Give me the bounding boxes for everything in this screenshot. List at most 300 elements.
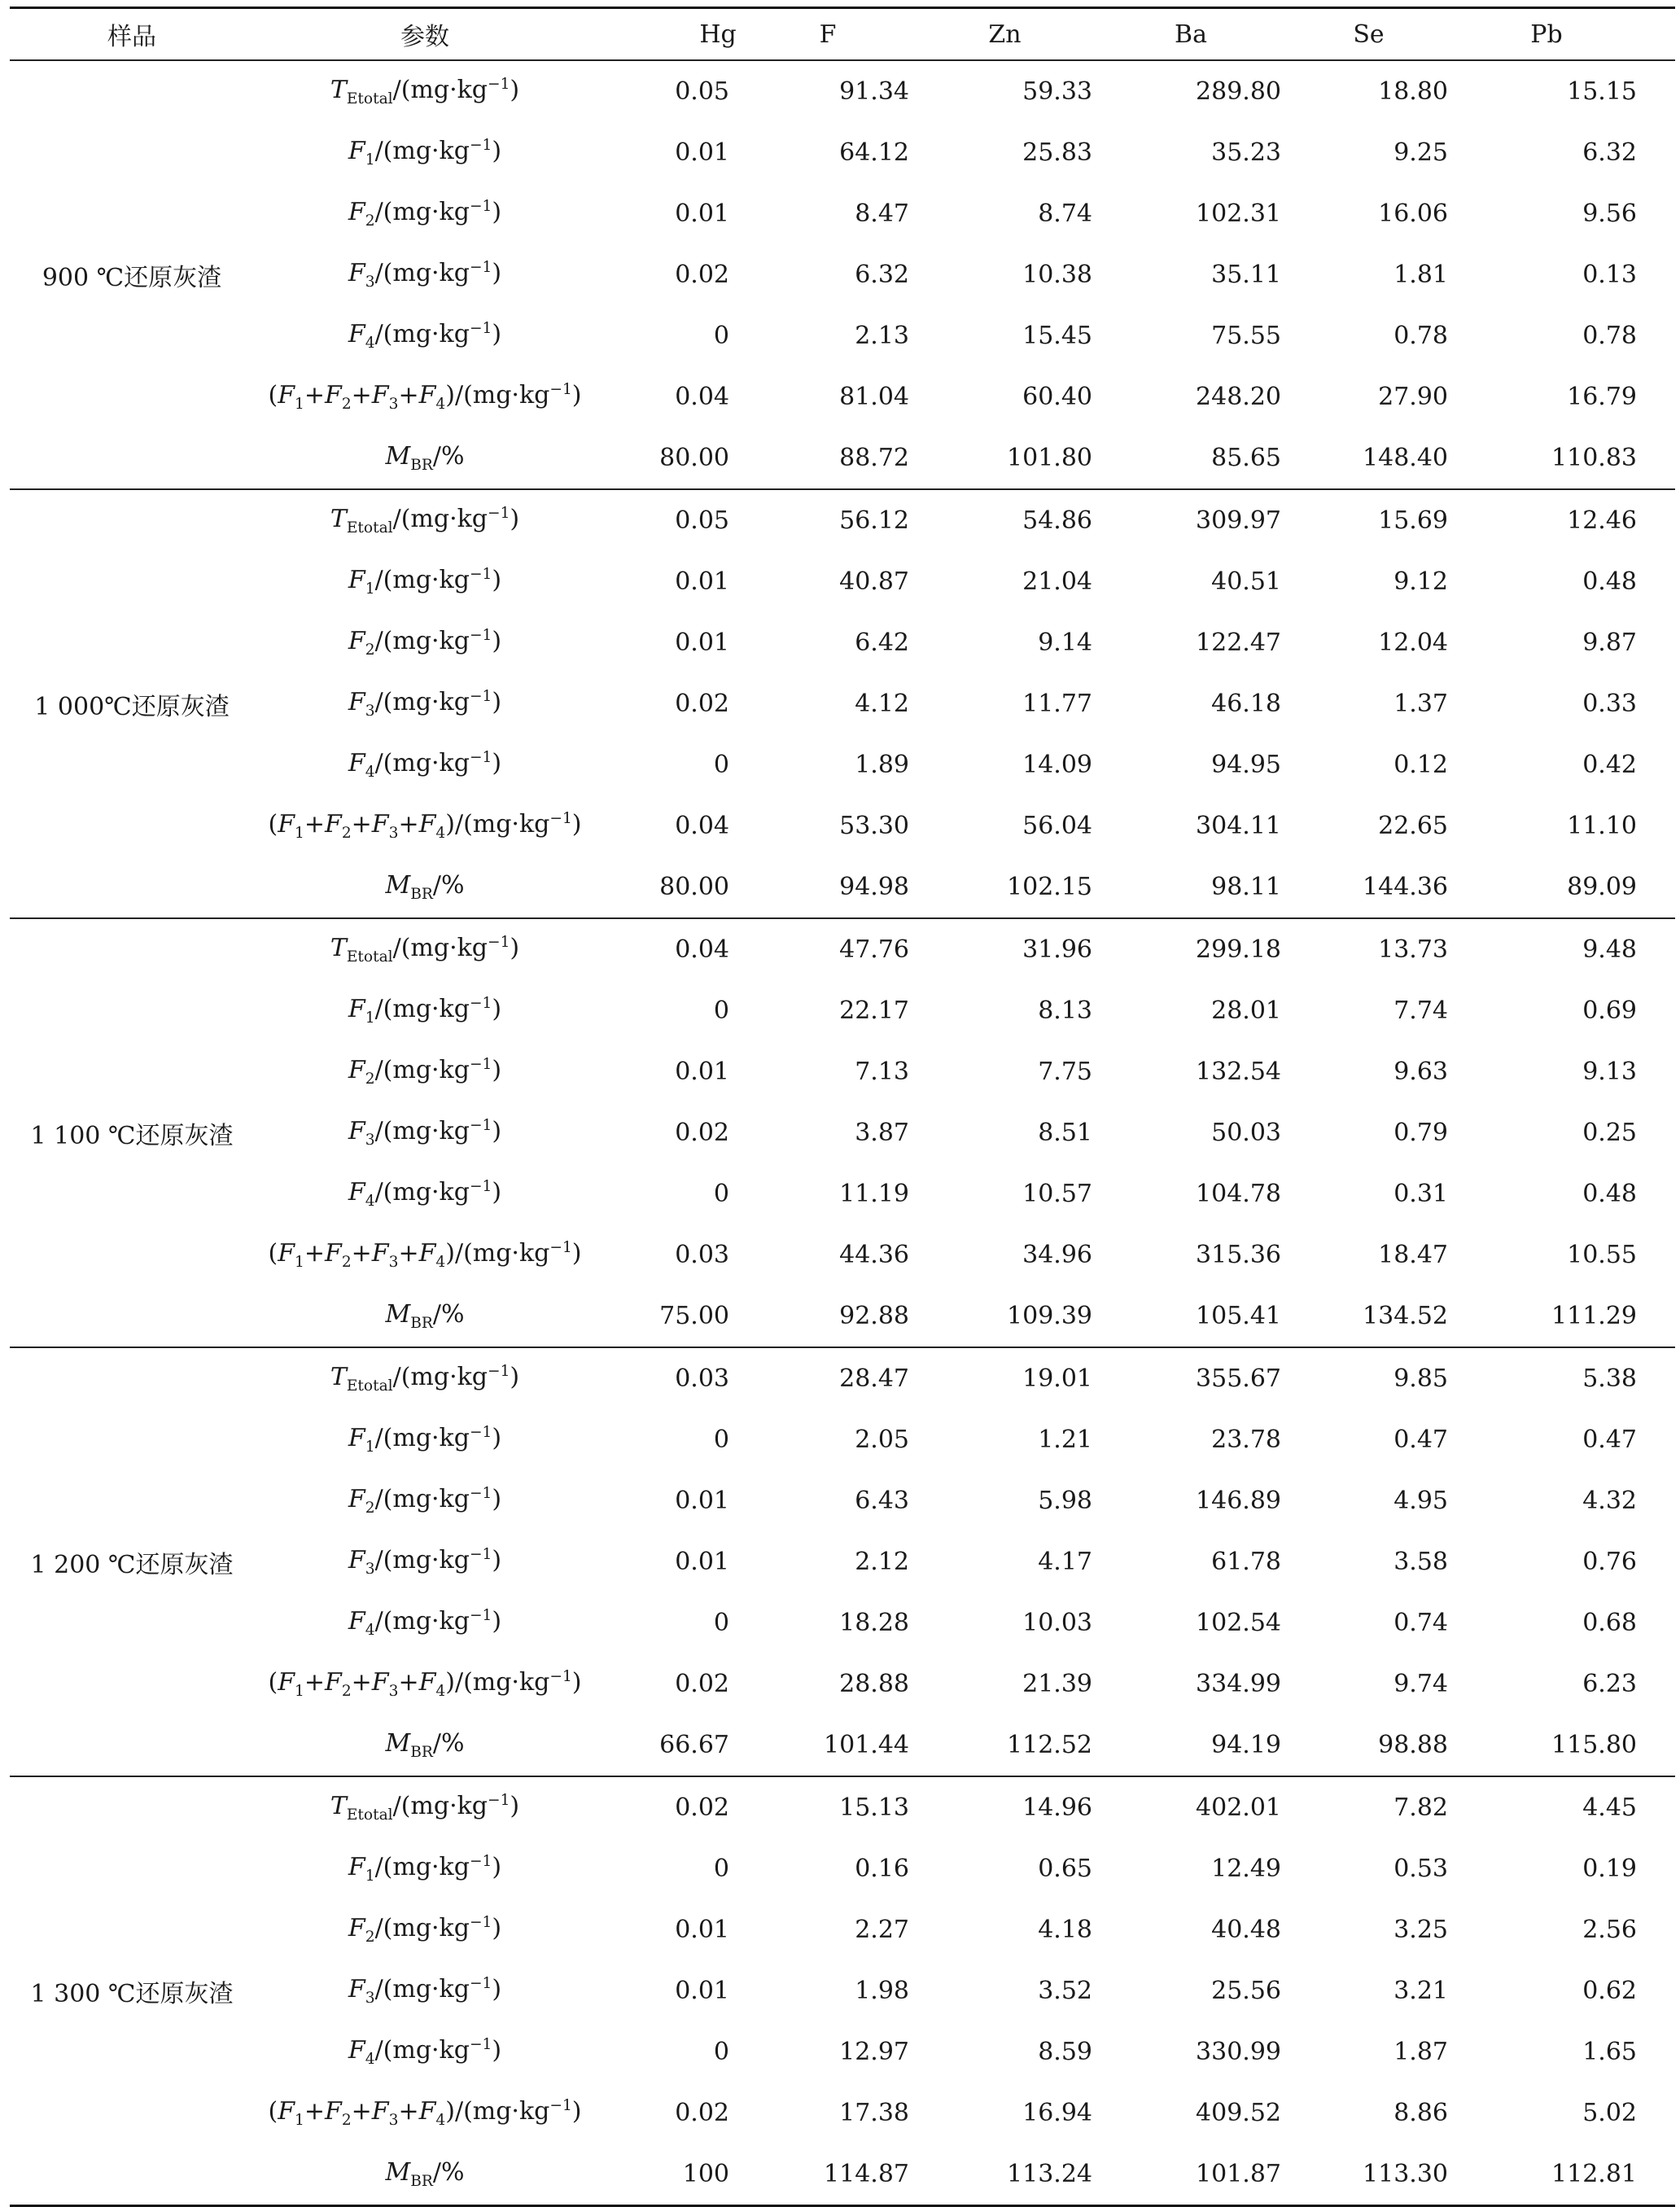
value-pb: 4.32 <box>1582 1487 1637 1515</box>
group-rows <box>254 1348 1675 1776</box>
param-symbol: F <box>348 2036 365 2065</box>
param-exponent: −1 <box>469 1056 492 1073</box>
param-subscript: 1 <box>295 1254 304 1271</box>
param-close: ) <box>492 1485 502 1513</box>
value-f: 64.12 <box>839 138 909 167</box>
param-subscript: 1 <box>295 2112 304 2129</box>
param-mbr <box>254 1300 596 1332</box>
value-pb: 0.76 <box>1582 1548 1637 1576</box>
param-exponent: −1 <box>469 2036 492 2053</box>
table-row <box>254 122 1675 183</box>
param-symbol: T <box>330 934 347 962</box>
param-close: ) <box>492 1914 502 1942</box>
table-body <box>10 61 1675 2207</box>
param-subscript: 3 <box>365 703 375 720</box>
param-unit: /(mg·kg <box>392 1363 488 1391</box>
value-f: 44.36 <box>839 1241 909 1269</box>
param-f3 <box>254 1546 596 1578</box>
sample-group <box>10 1348 1675 1776</box>
param-subscript: 3 <box>365 1990 375 2007</box>
table-row <box>254 1041 1675 1102</box>
value-zn: 113.24 <box>1007 2160 1092 2188</box>
value-se: 9.63 <box>1393 1058 1448 1086</box>
param-exponent: −1 <box>469 688 492 705</box>
value-ba: 40.48 <box>1211 1916 1281 1944</box>
param-symbol: F <box>348 1607 365 1636</box>
table-row <box>254 366 1675 427</box>
table-row <box>254 1102 1675 1163</box>
param-exponent: −1 <box>469 198 492 215</box>
value-zn: 8.51 <box>1038 1119 1092 1147</box>
value-se: 0.31 <box>1393 1180 1448 1208</box>
value-f: 12.97 <box>839 2038 909 2066</box>
table-row <box>254 1285 1675 1347</box>
value-f: 6.42 <box>855 628 909 657</box>
param-symbol: F <box>348 1178 365 1206</box>
param-subscript: 4 <box>365 1622 375 1639</box>
value-hg: 0.01 <box>675 1977 729 2005</box>
value-pb: 9.13 <box>1582 1058 1637 1086</box>
value-f: 2.13 <box>855 322 909 350</box>
value-pb: 0.13 <box>1582 261 1637 289</box>
param-exponent: −1 <box>469 1424 492 1441</box>
param-unit: /(mg·kg <box>374 995 470 1023</box>
value-zn: 10.38 <box>1022 261 1092 289</box>
table-row <box>254 2144 1675 2205</box>
value-f: 18.28 <box>839 1609 909 1637</box>
param-f3 <box>254 688 596 720</box>
value-zn: 9.14 <box>1038 628 1092 657</box>
param-subscript: 1 <box>365 580 375 598</box>
param-f4 <box>254 749 596 781</box>
param-symbol: F <box>348 1853 365 1881</box>
value-se: 13.73 <box>1378 935 1448 964</box>
param-close: ) <box>492 1056 502 1084</box>
value-pb: 115.80 <box>1551 1731 1637 1759</box>
param-subscript: 3 <box>365 1132 375 1149</box>
table-row <box>254 1899 1675 1960</box>
value-f: 4.12 <box>855 690 909 718</box>
value-hg: 0.02 <box>675 1670 729 1698</box>
value-f: 88.72 <box>839 444 909 472</box>
value-zn: 4.17 <box>1038 1548 1092 1576</box>
table-row <box>254 1838 1675 1899</box>
value-f: 47.76 <box>839 935 909 964</box>
param-t <box>254 1363 596 1395</box>
param-close: ) <box>492 1117 502 1145</box>
param-subscript: 2 <box>341 2112 352 2129</box>
value-zn: 10.57 <box>1022 1180 1092 1208</box>
table-row <box>254 856 1675 917</box>
header-sample: 样品 <box>107 23 156 51</box>
param-subscript: 4 <box>435 2112 446 2129</box>
value-f: 2.05 <box>855 1425 909 1454</box>
param-close: ) <box>510 934 520 962</box>
value-zn: 112.52 <box>1007 1731 1092 1759</box>
header-row <box>10 9 1675 59</box>
value-pb: 15.15 <box>1567 77 1637 106</box>
value-se: 9.25 <box>1393 138 1448 167</box>
param-symbol: +F <box>351 1668 389 1697</box>
param-subscript: 3 <box>365 274 375 291</box>
param-f4 <box>254 2036 596 2068</box>
value-hg: 0.04 <box>675 935 729 964</box>
param-symbol: T <box>330 1363 347 1391</box>
param-unit: /(mg·kg <box>374 137 470 165</box>
value-zn: 15.45 <box>1022 322 1092 350</box>
param-symbol: T <box>330 1792 347 1820</box>
value-pb: 0.48 <box>1582 1180 1637 1208</box>
value-hg: 0.01 <box>675 628 729 657</box>
value-se: 98.88 <box>1378 1731 1448 1759</box>
param-f3 <box>254 1117 596 1149</box>
value-se: 8.86 <box>1393 2099 1448 2127</box>
param-symbol: F <box>278 2097 295 2126</box>
param-exponent: −1 <box>488 76 510 93</box>
header-f: F <box>819 20 837 49</box>
table-row <box>254 1409 1675 1470</box>
value-zn: 60.40 <box>1022 383 1092 411</box>
param-f1 <box>254 995 596 1027</box>
param-sum <box>254 381 596 413</box>
value-ba: 355.67 <box>1196 1364 1281 1393</box>
param-f3 <box>254 259 596 291</box>
param-subscript: BR <box>410 1744 433 1761</box>
param-unit: /(mg·kg <box>392 505 488 533</box>
param-unit: /(mg·kg <box>374 1056 470 1084</box>
value-f: 1.89 <box>855 751 909 779</box>
value-hg: 0.02 <box>675 1119 729 1147</box>
value-se: 0.74 <box>1393 1609 1448 1637</box>
param-subscript: 1 <box>365 1438 375 1456</box>
value-hg: 0 <box>713 1854 729 1883</box>
param-unit: /(mg·kg <box>374 198 470 226</box>
param-subscript: 2 <box>341 396 352 413</box>
header-zn: Zn <box>988 20 1022 49</box>
value-zn: 56.04 <box>1022 812 1092 840</box>
param-exponent: −1 <box>469 1117 492 1134</box>
sample-label: 1 200 ℃还原灰渣 <box>30 1550 234 1579</box>
value-zn: 14.09 <box>1022 751 1092 779</box>
value-f: 81.04 <box>839 383 909 411</box>
value-f: 15.13 <box>839 1793 909 1822</box>
value-ba: 299.18 <box>1196 935 1281 964</box>
param-symbol: +F <box>351 1239 389 1268</box>
value-se: 9.74 <box>1393 1670 1448 1698</box>
value-zn: 21.04 <box>1022 567 1092 596</box>
value-zn: 19.01 <box>1022 1364 1092 1393</box>
value-ba: 75.55 <box>1211 322 1281 350</box>
table-row <box>254 183 1675 244</box>
param-subscript: Etotal <box>346 90 393 107</box>
param-subscript: 3 <box>388 825 399 842</box>
param-close: ) <box>510 505 520 533</box>
param-subscript: BR <box>410 457 433 474</box>
value-hg: 0 <box>713 996 729 1025</box>
value-f: 101.44 <box>824 1731 909 1759</box>
param-symbol: F <box>348 1424 365 1452</box>
param-exponent: −1 <box>549 1668 572 1685</box>
value-ba: 309.97 <box>1196 506 1281 535</box>
value-se: 134.52 <box>1363 1302 1448 1330</box>
param-exponent: −1 <box>549 810 572 827</box>
param-symbol: F <box>348 995 365 1023</box>
param-f4 <box>254 1178 596 1210</box>
param-close: ) <box>492 2036 502 2065</box>
value-hg: 0 <box>713 322 729 350</box>
value-f: 91.34 <box>839 77 909 106</box>
value-pb: 112.81 <box>1551 2160 1637 2188</box>
value-zn: 8.59 <box>1038 2038 1092 2066</box>
value-pb: 111.29 <box>1551 1302 1637 1330</box>
param-symbol: T <box>330 505 347 533</box>
value-se: 3.21 <box>1393 1977 1448 2005</box>
param-unit: /(mg·kg <box>374 566 470 594</box>
param-f2 <box>254 1485 596 1517</box>
value-zn: 7.75 <box>1038 1058 1092 1086</box>
param-sum <box>254 2097 596 2129</box>
value-ba: 146.89 <box>1196 1487 1281 1515</box>
param-f2 <box>254 198 596 230</box>
param-unit: /% <box>432 871 465 900</box>
param-mbr <box>254 1729 596 1761</box>
table-row <box>254 2082 1675 2144</box>
value-zn: 31.96 <box>1022 935 1092 964</box>
param-symbol: F <box>348 320 365 348</box>
value-pb: 0.47 <box>1582 1425 1637 1454</box>
param-close: ) <box>510 1792 520 1820</box>
value-pb: 89.09 <box>1567 873 1637 901</box>
value-ba: 35.11 <box>1211 261 1281 289</box>
value-zn: 5.98 <box>1038 1487 1092 1515</box>
param-unit: /(mg·kg <box>374 627 470 655</box>
value-zn: 14.96 <box>1022 1793 1092 1822</box>
value-hg: 100 <box>682 2160 729 2188</box>
param-symbol: F <box>278 810 295 839</box>
param-f1 <box>254 566 596 598</box>
param-symbol: F <box>348 1914 365 1942</box>
param-unit: /(mg·kg <box>392 1792 488 1820</box>
param-close: ) <box>492 566 502 594</box>
param-close: ) <box>510 1363 520 1391</box>
param-open: ( <box>268 1668 278 1697</box>
param-symbol: +F <box>398 810 436 839</box>
param-unit: /(mg·kg <box>374 1607 470 1636</box>
results-table <box>10 7 1675 2207</box>
param-unit: /(mg·kg <box>374 259 470 287</box>
value-ba: 105.41 <box>1196 1302 1281 1330</box>
table-row <box>254 1714 1675 1776</box>
param-symbol: F <box>348 1975 365 2003</box>
value-f: 56.12 <box>839 506 909 535</box>
value-pb: 0.68 <box>1582 1609 1637 1637</box>
param-subscript: 4 <box>435 1683 446 1700</box>
value-ba: 122.47 <box>1196 628 1281 657</box>
param-open: ( <box>268 381 278 409</box>
value-ba: 50.03 <box>1211 1119 1281 1147</box>
value-se: 12.04 <box>1378 628 1448 657</box>
sample-group <box>10 490 1675 917</box>
table-row <box>254 919 1675 980</box>
value-ba: 61.78 <box>1211 1548 1281 1576</box>
group-rows <box>254 490 1675 917</box>
value-hg: 0.05 <box>675 506 729 535</box>
param-subscript: 1 <box>295 1683 304 1700</box>
group-rows <box>254 61 1675 488</box>
param-subscript: 1 <box>365 1009 375 1027</box>
param-exponent: −1 <box>469 627 492 644</box>
param-close: ) <box>492 259 502 287</box>
value-pb: 11.10 <box>1567 812 1637 840</box>
param-unit: /% <box>432 2158 465 2187</box>
param-subscript: Etotal <box>346 1806 393 1824</box>
param-close: ) <box>492 749 502 777</box>
param-unit: )/(mg·kg <box>445 1239 550 1268</box>
param-exponent: −1 <box>488 934 510 951</box>
param-unit: /(mg·kg <box>374 1178 470 1206</box>
value-ba: 304.11 <box>1196 812 1281 840</box>
value-se: 7.82 <box>1393 1793 1448 1822</box>
value-pb: 0.25 <box>1582 1119 1637 1147</box>
value-ba: 35.23 <box>1211 138 1281 167</box>
param-f3 <box>254 1975 596 2007</box>
value-ba: 402.01 <box>1196 1793 1281 1822</box>
value-zn: 109.39 <box>1007 1302 1092 1330</box>
param-symbol: +F <box>351 2097 389 2126</box>
value-ba: 46.18 <box>1211 690 1281 718</box>
param-t <box>254 505 596 536</box>
param-open: ( <box>268 1239 278 1268</box>
param-mbr <box>254 2158 596 2190</box>
value-hg: 0 <box>713 1609 729 1637</box>
value-zn: 3.52 <box>1038 1977 1092 2005</box>
value-pb: 0.69 <box>1582 996 1637 1025</box>
param-unit: )/(mg·kg <box>445 2097 550 2126</box>
param-close: ) <box>571 381 582 409</box>
value-se: 1.81 <box>1393 261 1448 289</box>
header-se: Se <box>1353 20 1385 49</box>
value-ba: 102.54 <box>1196 1609 1281 1637</box>
value-hg: 0 <box>713 1425 729 1454</box>
value-f: 22.17 <box>839 996 909 1025</box>
param-symbol: F <box>348 1056 365 1084</box>
param-open: ( <box>268 810 278 839</box>
value-se: 9.12 <box>1393 567 1448 596</box>
param-close: ) <box>492 137 502 165</box>
value-hg: 0.01 <box>675 1487 729 1515</box>
value-hg: 80.00 <box>659 873 729 901</box>
table-row <box>254 1224 1675 1285</box>
value-pb: 5.02 <box>1582 2099 1637 2127</box>
param-t <box>254 1792 596 1824</box>
param-close: ) <box>571 2097 582 2126</box>
value-ba: 12.49 <box>1211 1854 1281 1883</box>
value-pb: 9.87 <box>1582 628 1637 657</box>
table-row <box>254 1592 1675 1653</box>
param-exponent: −1 <box>469 320 492 337</box>
value-zn: 8.13 <box>1038 996 1092 1025</box>
value-ba: 248.20 <box>1196 383 1281 411</box>
param-unit: )/(mg·kg <box>445 810 550 839</box>
param-sum <box>254 1239 596 1271</box>
param-close: ) <box>492 1424 502 1452</box>
param-t <box>254 934 596 966</box>
value-zn: 10.03 <box>1022 1609 1092 1637</box>
param-subscript: 4 <box>435 1254 446 1271</box>
table-row <box>254 1777 1675 1838</box>
table-row <box>254 305 1675 366</box>
param-unit: /% <box>432 442 465 471</box>
param-f4 <box>254 320 596 352</box>
value-se: 0.47 <box>1393 1425 1448 1454</box>
param-subscript: BR <box>410 1315 433 1332</box>
param-subscript: 2 <box>365 1500 375 1517</box>
param-t <box>254 76 596 107</box>
param-symbol: M <box>385 871 411 900</box>
group-rows <box>254 1777 1675 2205</box>
param-symbol: F <box>348 1117 365 1145</box>
param-close: ) <box>571 1668 582 1697</box>
value-f: 17.38 <box>839 2099 909 2127</box>
param-symbol: +F <box>398 2097 436 2126</box>
value-se: 0.78 <box>1393 322 1448 350</box>
param-subscript: 3 <box>388 1254 399 1271</box>
value-se: 0.12 <box>1393 751 1448 779</box>
value-se: 113.30 <box>1363 2160 1448 2188</box>
value-hg: 0.02 <box>675 2099 729 2127</box>
value-hg: 0.04 <box>675 812 729 840</box>
param-f1 <box>254 1853 596 1885</box>
param-close: ) <box>492 627 502 655</box>
param-close: ) <box>492 1546 502 1574</box>
value-pb: 2.56 <box>1582 1916 1637 1944</box>
value-f: 6.43 <box>855 1487 909 1515</box>
param-close: ) <box>492 1178 502 1206</box>
param-exponent: −1 <box>469 566 492 583</box>
param-subscript: 2 <box>365 1071 375 1088</box>
value-se: 3.25 <box>1393 1916 1448 1944</box>
param-symbol: M <box>385 1300 411 1329</box>
param-f1 <box>254 137 596 169</box>
param-exponent: −1 <box>488 1363 510 1380</box>
value-hg: 0 <box>713 751 729 779</box>
value-f: 7.13 <box>855 1058 909 1086</box>
value-zn: 16.94 <box>1022 2099 1092 2127</box>
param-unit: /(mg·kg <box>374 320 470 348</box>
param-unit: /(mg·kg <box>392 934 488 962</box>
param-subscript: 1 <box>365 151 375 169</box>
param-mbr <box>254 442 596 474</box>
value-pb: 4.45 <box>1582 1793 1637 1822</box>
param-subscript: Etotal <box>346 1377 393 1395</box>
value-pb: 10.55 <box>1567 1241 1637 1269</box>
param-unit: )/(mg·kg <box>445 381 550 409</box>
param-close: ) <box>492 995 502 1023</box>
header-ba: Ba <box>1175 20 1207 49</box>
sample-group <box>10 919 1675 1347</box>
param-close: ) <box>571 810 582 839</box>
value-zn: 25.83 <box>1022 138 1092 167</box>
param-subscript: 2 <box>365 642 375 659</box>
param-subscript: BR <box>410 2173 433 2190</box>
value-hg: 0.02 <box>675 1793 729 1822</box>
table-row <box>254 427 1675 488</box>
value-f: 1.98 <box>855 1977 909 2005</box>
param-unit: /(mg·kg <box>374 1424 470 1452</box>
value-se: 22.65 <box>1378 812 1448 840</box>
param-subscript: 4 <box>365 764 375 781</box>
param-unit: /(mg·kg <box>374 2036 470 2065</box>
